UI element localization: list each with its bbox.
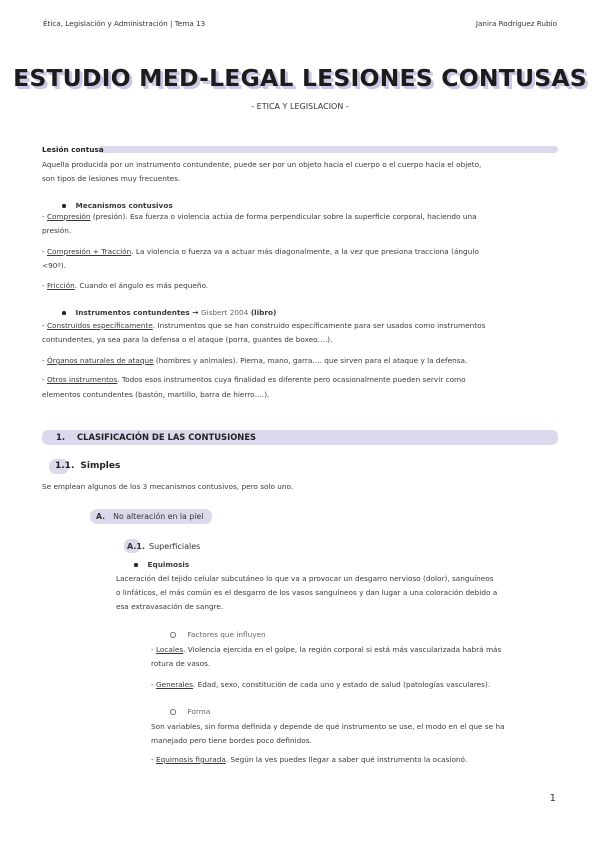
subsection-1-1-heading (55, 460, 120, 473)
sub-a-letter: A. (96, 512, 106, 521)
header-left: Ética, Legislación y Administración | Tema 13 (43, 19, 206, 28)
equimosis-item (134, 558, 564, 573)
lesion-text-2: son tipos de lesiones muy frecuentes. (42, 174, 181, 183)
generales-line (151, 678, 561, 693)
dash: - (151, 755, 156, 764)
presion-line (42, 210, 562, 225)
forma-heading: Forma (187, 707, 211, 716)
instrumentos-ref-bold: (libro) (248, 308, 277, 317)
construidos-text: . Instrumentos que se han construido específicamente para ser usados como instrumentos (152, 321, 486, 330)
presion-term: Compresión (46, 212, 91, 221)
header-right: Janira Rodríguez Rubio (475, 19, 557, 28)
organos-text: (hombres y animales). Pierna, mano, garra…. que sirven para el ataque y la defensa. (153, 356, 468, 365)
locales-text: . Violencia ejercida en el golpe, la región corporal si está más vascularizada habrá más (183, 645, 502, 654)
section-number: 1. (56, 432, 66, 442)
construidos-text-2: contundentes, ya sea para la defensa o el ataque (porra, guantes de boxeo….). (42, 335, 333, 344)
locales-text-2: rotura de vasos. (151, 659, 211, 668)
section-title: CLASIFICACIÓN DE LAS CONTUSIONES (77, 432, 257, 442)
equimosis-text-1: Laceración del tejido celular subcutáneo lo que va a provocar un desgarro nervioso (dolor), sanguíneos (116, 574, 494, 583)
traccion-line (42, 245, 562, 260)
forma-text-1: Son variables, sin forma definida y depende de qué instrumento se use, el modo en el que se ha (151, 722, 505, 731)
figurada-line (151, 753, 561, 768)
sub-a1-number: A.1. (127, 542, 145, 551)
dash: - (42, 356, 47, 365)
friccion-term: Fricción (46, 281, 75, 290)
generales-term: Generales (155, 680, 194, 689)
bullet-icon (62, 204, 66, 208)
traccion-term: Compresión + Tracción (46, 247, 132, 256)
presion-text-2: presión. (42, 226, 72, 235)
traccion-text-2: <90º). (42, 261, 67, 270)
factores-heading: Factores que influyen (187, 630, 266, 639)
lesion-text-1: Aquella producida por un instrumento contundente, puede ser por un objeto hacia el cuerpo o el cuerpo hacia el objeto, (42, 160, 482, 169)
circle-bullet-icon (170, 709, 176, 715)
subsection-number: 1.1. (55, 461, 75, 471)
dash: - (151, 645, 156, 654)
construidos-line (42, 319, 562, 334)
friccion-text: . Cuando el ángulo es más pequeño. (74, 281, 209, 290)
dash: - (42, 212, 47, 221)
construidos-term: Construidos específicamente (46, 321, 153, 330)
figurada-term: Equimosis figurada (155, 755, 226, 764)
page-number: 1 (549, 793, 556, 804)
dash: - (42, 281, 47, 290)
bullet-icon (62, 311, 66, 315)
organos-term: Órganos naturales de ataque (46, 356, 154, 365)
circle-bullet-icon (170, 632, 176, 638)
dash: - (42, 375, 47, 384)
mecanismos-heading: Mecanismos contusivos (75, 201, 173, 210)
otros-text: . Todos esos instrumentos cuya finalidad es diferente pero ocasionalmente pueden servir como (117, 375, 466, 384)
locales-line (151, 643, 561, 658)
otros-line (42, 373, 562, 388)
dash: - (42, 321, 47, 330)
dash: - (42, 247, 47, 256)
page-title: ESTUDIO MED-LEGAL LESIONES CONTUSAS (13, 64, 587, 92)
section-1-heading (56, 431, 256, 444)
lesion-heading: Lesión contusa (42, 145, 104, 154)
organos-line (42, 354, 562, 369)
figurada-text: . Según la ves puedes llegar a saber qué instrumento la ocasionó. (225, 755, 468, 764)
page-subtitle: - ETICA Y LEGISLACION - (251, 102, 349, 111)
equimosis-heading: Equimosis (147, 560, 190, 569)
presion-text: (presión). Esa fuerza o violencia actúa de forma perpendicular sobre la superficie corporal, haciendo una (90, 212, 477, 221)
arrow-icon: → (189, 308, 201, 317)
forma-text-2: manejado pero tiene bordes poco definidos. (151, 736, 312, 745)
factores-item (170, 628, 550, 643)
friccion-line (42, 279, 562, 294)
sub-a1-title: Superficiales (148, 542, 201, 551)
traccion-text: . La violencia o fuerza va a actuar más diagonalmente, a la vez que presiona tracciona (ángulo (131, 247, 479, 256)
bullet-icon (134, 563, 138, 567)
instrumentos-heading: Instrumentos contundentes (75, 308, 190, 317)
instrumentos-ref: Gisbert 2004 (200, 308, 249, 317)
simples-text: Se emplean algunos de los 3 mecanismos contusivos, pero solo uno. (42, 482, 294, 491)
otros-term: Otros instrumentos (46, 375, 118, 384)
dash: - (151, 680, 156, 689)
equimosis-text-3: esa extravasación de sangre. (116, 602, 224, 611)
sub-a-title: No alteración en la piel (113, 512, 204, 521)
sub-a1-heading (127, 540, 200, 553)
subsection-title: Simples (80, 461, 121, 471)
locales-term: Locales (155, 645, 184, 654)
equimosis-text-2: o linfáticos, el más común es el desgarro de los vasos sanguíneos y dan lugar a una coloración debido a (116, 588, 498, 597)
otros-text-2: elementos contundentes (bastón, martillo, barra de hierro….). (42, 390, 270, 399)
sub-a-heading (96, 510, 203, 523)
forma-item (170, 705, 550, 720)
generales-text: . Edad, sexo, constitución de cada uno y estado de salud (patologías vasculares). (193, 680, 491, 689)
